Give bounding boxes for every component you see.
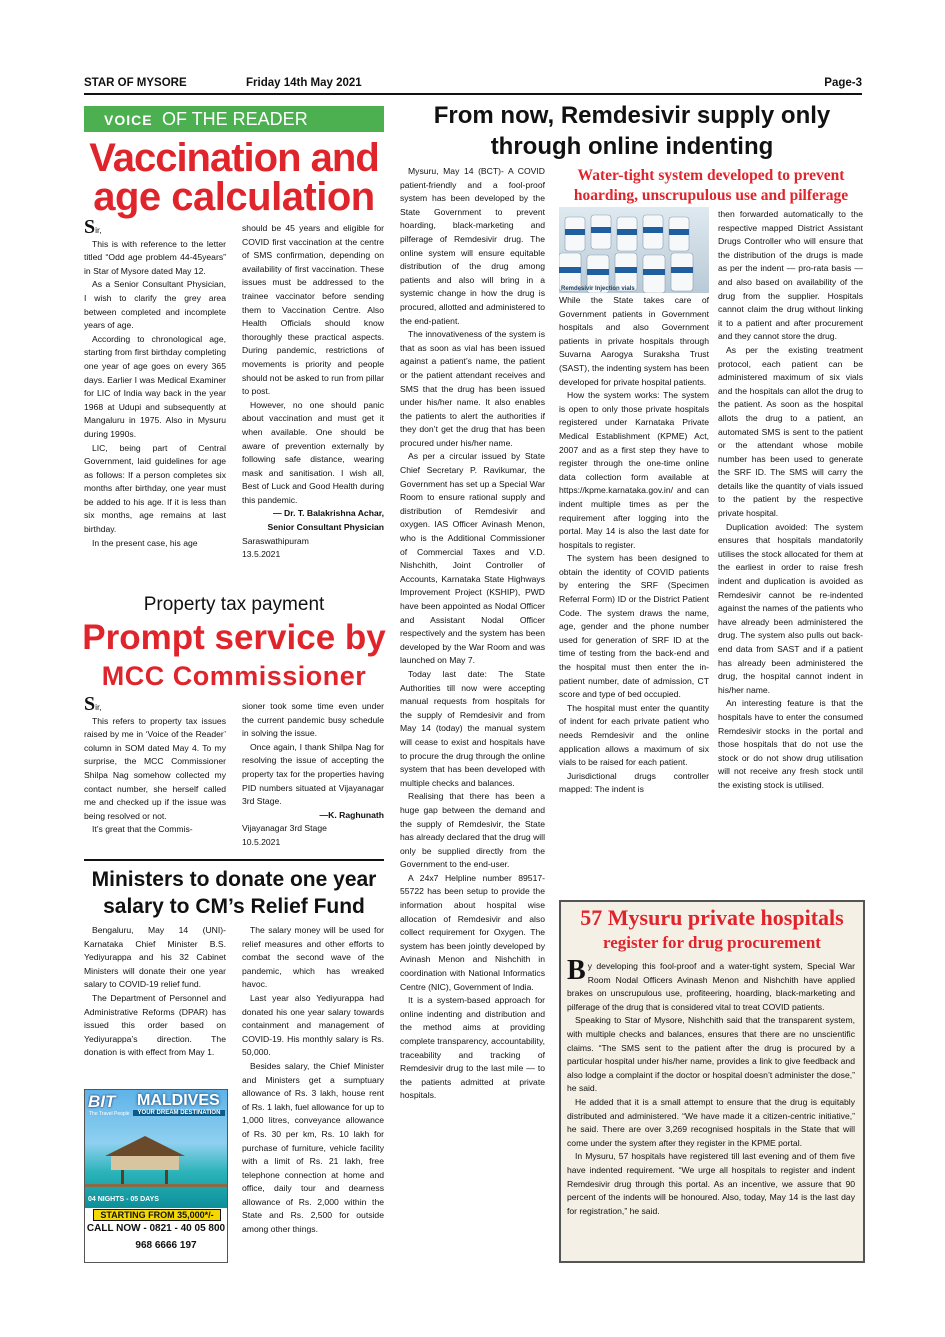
hospitals-paragraph: y developing this fool-proof and a water-tight system, Special War Room Nodal Officers Avinash Menon and Nishchith have applied brakes on unscrupulous use, profiteering, hoarding, black-marketing and pilferage of the drug that is considered vital to treat COVID patients. <box>567 961 855 1012</box>
voice-label-bold: VOICE <box>104 112 153 128</box>
tax-column-2 <box>242 700 384 860</box>
remdesivir-paragraph: Mysuru, May 14 (BCT)- A COVID patient-friendly and a fool-proof system has been developed by the State Government to prevent hoarding, black-marketing and pilferage of Remdesivir drug. The online system will ensure equitable distribution of the drug among patients and also will bring in a systemic change in how the drug is procured, allotted and administered to the end-patient. <box>400 166 545 326</box>
vials-photo <box>559 207 709 293</box>
voice-headline-2: age calculation <box>93 175 375 219</box>
tax-paragraph: sioner took some time even under the current pandemic busy schedule in solving the issue. <box>242 701 384 739</box>
hospitals-paragraph: In Mysuru, 57 hospitals have registered till last evening and of them five have indented requirement. “We urge all hospitals to register and indent Remdesivir drug through this portal. As an incentive, we assure that 90 percent of the indents will be honoured. Also, today, May 14 is the last day for registration,” he said. <box>567 1151 855 1216</box>
remdesivir-paragraph: As per a circular issued by State Chief Secretary P. Ravikumar, the Government has set up a Special War Room to ensure rational supply and distribution of Remdesivir and oxygen. IAS Officer Avinash Menon, who is the Additional Commissioner of Commercial Taxes and V.D. Nishchith, Joint Controller of Accounts, Karnataka State Highways Improvement Project (KSHIP), PWD have been appointed as Nodal Officer and Assistant Nodal Officer respectively and the system has been developed by the War Room and was launched on May 7. <box>400 451 545 666</box>
remdesivir-paragraph: Jurisdictional drugs controller mapped: The indent is <box>559 770 709 795</box>
ad-duration: 04 NIGHTS - 05 DAYS <box>88 1196 159 1203</box>
remdesivir-column-1 <box>400 165 545 1263</box>
hospitals-box <box>559 900 865 1263</box>
tax-bottom-rule <box>84 859 384 861</box>
voice-paragraph: In the present case, his age <box>92 537 198 548</box>
ministers-paragraph: The Department of Personnel and Administrative Reforms (DPAR) has issued this order based on Yediyurappa’s direction. The donation is with effect from May 1. <box>84 992 226 1058</box>
voice-column-2 <box>242 222 384 590</box>
remdesivir-headline-1: From now, Remdesivir supply only <box>433 102 831 129</box>
tax-place: Vijayanagar 3rd Stage <box>242 823 327 834</box>
ministers-paragraph: The salary money will be used for relief measures and other efforts to combat the second wave of the pandemic, which has wreaked havoc. <box>242 925 384 990</box>
ministers-paragraph: Bengaluru, May 14 (UNI)- Karnataka Chief Minister B.S. Yediyurappa and his 32 Cabinet Ministers will donate their one year salary to COVID-19 relief fund. <box>84 925 226 990</box>
ministers-column-1 <box>84 924 226 1080</box>
tax-salutation: ir, <box>95 702 102 712</box>
medicine-vials-icon <box>559 207 709 293</box>
voice-headline-1: Vaccination and <box>89 136 379 180</box>
ministers-headline-2: salary to CM’s Relief Fund <box>103 895 365 918</box>
remdesivir-subhead-1: Water-tight system developed to prevent <box>577 167 845 184</box>
tax-kicker: Property tax payment <box>143 594 325 615</box>
ad-price: STARTING FROM 35,000*/- <box>93 1209 221 1221</box>
ad-tagline: YOUR DREAM DESTINATION <box>133 1110 225 1116</box>
ad-brand-sub: The Travel People <box>89 1111 130 1117</box>
ad-brand: BIT <box>88 1092 116 1111</box>
tax-headline-1: Prompt service by <box>82 618 386 657</box>
header-rule <box>84 93 862 95</box>
ministers-column-2 <box>242 924 384 1264</box>
voice-salutation: ir, <box>95 225 102 235</box>
voice-place: Saraswathipuram <box>242 535 309 546</box>
voice-paragraph: However, no one should panic about vaccination and must get it when available. One should be aware of prevention externally by following safe distance, wearing mask and sanitisation. I wish all, Best of Luck and Good Health during this pandemic. <box>242 399 384 505</box>
remdesivir-paragraph: The innovativeness of the system is that as soon as vial has been issued against a patient’s name, the patient or the patient attendant receives and SMS that the drug has been issued under his/her name. It also enables the patients to alert the authorities if they don’t get the drug that has been procured under his/her name. <box>400 329 545 448</box>
ministers-headline-1: Ministers to donate one year <box>91 868 377 891</box>
tax-headline-2: MCC Commissioner <box>101 661 367 691</box>
remdesivir-paragraph: A 24x7 Helpline number 89517-55722 has been setup to provide the information about hospital wise allocation of Remdesivir and also collect requirement for Oxygen. The system has been jointly developed by Avinash Menon and Nishchith in coordination with National Informatics Centre (NIC), Government of India. <box>400 872 545 992</box>
hospitals-paragraph: Speaking to Star of Mysore, Nishchith said that the transparent system, with multiple checks and balances, ensures that there are no unscientific claims. “The SMS sent to the patient after the drug is procured by a particular hospital under his/her name, provides a link to give feedback and also lodge a complaint if the doctor or hospital doesn’t administer the dose,” he said. <box>567 1015 855 1094</box>
tax-salutation-cap: S <box>84 697 96 715</box>
voice-label-band <box>84 106 384 132</box>
voice-date: 13.5.2021 <box>242 549 281 560</box>
ministers-paragraph: Last year also Yediyurappa had donated his one year salary towards containment and management of COVID-19. His monthly salary is Rs. 50,000. <box>242 992 384 1058</box>
voice-salutation-cap: S <box>84 220 96 238</box>
hospitals-headline-1: 57 Mysuru private hospitals <box>580 905 844 930</box>
issue-date: Friday 14th May 2021 <box>246 77 362 89</box>
remdesivir-paragraph: then forwarded automatically to the respective mapped District Assistant Drugs Controller who will ensure that the distribution of the drugs is made as per the indent — pro-rata basis — and also based on availability of the drug from the supplier. Hospitals cannot claim the drug without linking it to a patient and after procurement and they cannot store the drug. <box>718 209 863 342</box>
remdesivir-paragraph: Realising that there has been a huge gap between the demand and the supply of Remdesivir, the State has already declared that the drug will only be supplied directly from the Government to the end-user. <box>400 791 545 870</box>
remdesivir-paragraph: It is a system-based approach for online indenting and distribution and the method aims at providing complete transparency, accountability, traceability and tracking of Remdesivir drug to the last mile — to the patients admitted at private hospitals. <box>400 995 545 1101</box>
remdesivir-paragraph: The hospital must enter the quantity of indent for each private patient who needs Remdesivir and the online application allows a maximum of six vials to be raised for each patient. <box>559 702 709 768</box>
remdesivir-paragraph: While the State takes care of Government patients in Government hospitals and also Government patients in private hospitals through Suvarna Aarogya Suraksha Trust (SAST), the indenting system has been developed for private hospital patients. <box>559 295 709 387</box>
tax-paragraph: It’s great that the Commis- <box>92 824 193 835</box>
voice-label-rest: OF THE READER <box>162 109 308 129</box>
remdesivir-paragraph: As per the existing treatment protocol, each patient can be administered maximum of six vials and the hospitals can allot the drug to the patient. As soon as the hospital allots the drug to a patient, an automated SMS is sent to the patient or the attendant whose mobile number has been used to generate the SRF ID. The SMS will carry the details like the quantity of vials issued to the patient by the respective private hospital. <box>718 344 863 519</box>
remdesivir-headline-2: through online indenting <box>490 133 774 160</box>
hospitals-body <box>567 960 855 1256</box>
voice-paragraph: According to chronological age, starting from first birthday completing one year of age goes on every 365 days. Earlier I was Medical Examiner for LIC of India way back in the year 1968 at Udupi and subsequently at Mangaluru in 1975. Also in Mysuru during 1990s. <box>84 333 226 439</box>
remdesivir-column-2 <box>559 294 709 894</box>
voice-paragraph: should be 45 years and eligible for COVID first vaccination at the centre of SMS confirmation, depending on availability of first vaccination. These issues must be addressed to the trainee vaccinator before sending them to Vaccination Centre. Also Health Officials should know thoroughly these practical aspects. During pandemic, restrictions of movements is priority and people should not be asked to run from pillar to post. <box>242 223 384 397</box>
masthead-bar <box>84 76 862 94</box>
voice-signoff: — Dr. T. Balakrishna Achar, <box>273 508 384 519</box>
remdesivir-paragraph: The system has been designed to obtain the identity of COVID patients by entering the SRF (Specimen Referral Form) ID or the District Patient Code. The system draws the name, age, gender and the phone number used for generation of SRF ID at the time of testing from the back-end and the hospital must then enter the in-patient number, date of admission, CT score and type of bed occupied. <box>559 553 709 700</box>
ad-call-number: CALL NOW - 0821 - 40 05 800 <box>86 1223 226 1234</box>
voice-paragraph: LIC, being part of Central Government, laid guidelines for age as follows: If a person completes six months after birthday, one year must be added to his age. If it is less than six months, age remains at last birthday. <box>84 442 226 535</box>
tax-paragraph: This refers to property tax issues raised by me in ‘Voice of the Reader’ column in SOM dated May 4. To my surprise, the MCC Commissioner Shilpa Nag somehow collected my contact number, she herself called me and checked up if the issue was being resolved or not. <box>84 715 226 821</box>
remdesivir-column-3 <box>718 208 863 896</box>
hospitals-headline-2: register for drug procurement <box>603 933 821 952</box>
ad-destination: MALDIVES <box>137 1092 220 1109</box>
tax-signoff: —K. Raghunath <box>319 809 384 820</box>
remdesivir-paragraph: Duplication avoided: The system ensures that hospitals mandatorily utilises the stock allocated for them at the earliest in order to raise fresh indent and duplication is avoided as Remdesivir cannot be re-indented against the names of the patients who have already been administered the drug. The system also pulls out back-end data from SAST and if a patient has already been administered the drug, the hospital cannot indent in his/her name. <box>718 521 863 695</box>
page-number: Page-3 <box>824 77 862 89</box>
ministers-paragraph: Besides salary, the Chief Minister and Ministers get a sumptuary allowance of Rs. 3 lakh, house rent of Rs. 1 lakh, fuel allowance for up to 1,000 litres, conveyance allowance of Rs. 30 per km, Rs. 10 lakh for purchase of furniture, vehicle facility with a limit of Rs. 21 lakh, free telephone connection at home and office, daily tour and dearness allowance of Rs. 2,000 within the State and Rs. 2,500 for outside among other things. <box>242 1060 384 1235</box>
voice-paragraph: This is with reference to the letter titled “Odd age problem 44-45years” in Star of Mysore dated May 12. <box>84 238 226 276</box>
voice-column-1 <box>84 220 226 588</box>
paper-name: STAR OF MYSORE <box>84 77 187 89</box>
hospitals-dropcap: B <box>567 960 586 986</box>
tax-date: 10.5.2021 <box>242 836 281 847</box>
ad-phone-number: 968 6666 197 <box>135 1240 197 1251</box>
remdesivir-paragraph: Today last date: The State Authorities till now were accepting manual requests from hospitals for the supply of Remdesivir and from May 14 (today) the manual system will cease to exist and hospitals have to procure the drug through the online system that has been developed with multiple checks and balances. <box>400 668 545 788</box>
vials-label: Remdesivir Injection vials <box>561 286 635 292</box>
voice-signoff-title: Senior Consultant Physician <box>267 522 384 533</box>
remdesivir-subhead-2: hoarding, unscrupulous use and pilferage <box>573 187 849 204</box>
hospitals-paragraph: He added that it is a small attempt to ensure that the drug is equitably distributed and administered. “We have made it a citizen-centric initiative,” he said. There are over 3,269 recognised hospitals in the State that will come under the system after they register in the KPME portal. <box>567 1096 855 1148</box>
voice-paragraph: As a Senior Consultant Physician, I wish to clarify the grey area between completed and incomplete years of age. <box>84 279 226 331</box>
tax-column-1 <box>84 697 226 857</box>
maldives-ad[interactable] <box>84 1089 228 1263</box>
remdesivir-paragraph: An interesting feature is that the hospitals have to enter the consumed Remdesivir stocks in the portal and those hospitals that do not use the stock or do not show drug utilisation will not receive any fresh stock until the existing stock is utilised. <box>718 698 863 790</box>
remdesivir-paragraph: How the system works: The system is open to only those private hospitals registered under Karnataka Private Medical Establishment (KPME) Act, 2007 and as a first step they have to register through the one-time online data collection form available at https://kpme.karnataka.gov.in/ and can indent multiple times as per the requirement after logging into the portal. May 14 is also the last date for hospitals to register. <box>559 390 709 550</box>
tax-paragraph: Once again, I thank Shilpa Nag for resolving the issue of accepting the property tax for the properties having PID numbers situated at Vijayanagar 3rd Stage. <box>242 741 384 807</box>
